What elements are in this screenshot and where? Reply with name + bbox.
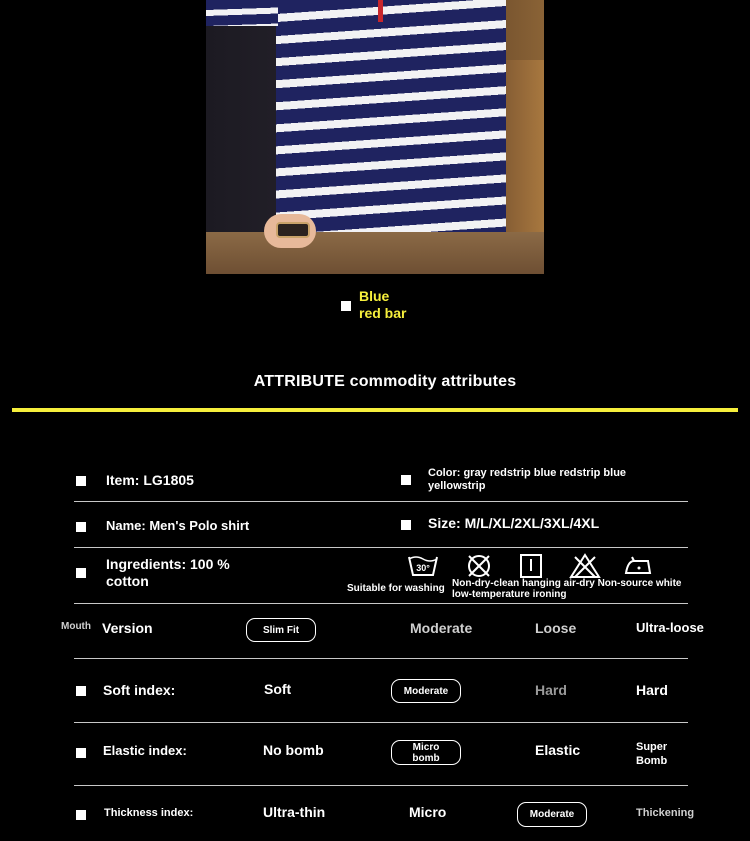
version-option[interactable]: Moderate [410, 620, 473, 636]
watch-illustration [276, 222, 310, 238]
divider [74, 658, 688, 659]
soft-bullet [76, 686, 86, 696]
washing-label: Suitable for washing [347, 583, 445, 594]
low-iron-icon [622, 553, 654, 579]
version-option[interactable]: Loose [535, 620, 577, 636]
version-option-selected[interactable]: Slim Fit [246, 618, 316, 642]
thickness-index-label: Thickness index: [104, 807, 194, 819]
elastic-option-selected[interactable]: Micro bomb [391, 740, 461, 765]
thickness-option[interactable]: Thickening [636, 807, 695, 819]
soft-index-label: Soft index: [103, 682, 176, 698]
divider [74, 603, 688, 604]
divider [74, 547, 688, 548]
item-code: Item: LG1805 [106, 472, 194, 488]
section-heading: ATTRIBUTE commodity attributes [253, 373, 517, 390]
divider [74, 722, 688, 723]
sleeve-illustration [206, 0, 278, 26]
heading-divider [12, 408, 738, 412]
size-attribute: Size: M/L/XL/2XL/3XL/4XL [428, 515, 600, 531]
version-option[interactable]: Ultra-loose [636, 620, 704, 635]
soft-option[interactable]: Soft [264, 681, 292, 697]
elastic-option[interactable]: No bomb [263, 742, 324, 758]
soft-option[interactable]: Hard [636, 682, 668, 698]
color-option-line1: Blue [359, 288, 390, 304]
placket-illustration [378, 0, 383, 22]
elastic-index-label: Elastic index: [103, 743, 187, 758]
ingredients-attribute: Ingredients: 100 % cotton [106, 556, 230, 589]
size-bullet [401, 520, 411, 530]
thickness-option[interactable]: Micro [409, 804, 447, 820]
elastic-option[interactable]: Elastic [535, 742, 581, 758]
no-bleach-icon [569, 553, 601, 579]
product-name: Name: Men's Polo shirt [106, 518, 250, 533]
version-label: Version [102, 620, 153, 636]
color-swatch-checkbox[interactable] [341, 301, 351, 311]
divider [74, 501, 688, 502]
ingredients-bullet [76, 568, 86, 578]
no-dry-clean-icon [463, 553, 495, 579]
name-bullet [76, 522, 86, 532]
wash-temperature: 30° [416, 563, 430, 573]
thickness-bullet [76, 810, 86, 820]
item-bullet [76, 476, 86, 486]
elastic-bullet [76, 748, 86, 758]
version-prefix: Mouth [61, 621, 91, 632]
table-illustration [206, 232, 544, 274]
color-option-label [359, 288, 406, 322]
hang-dry-icon [515, 553, 547, 579]
care-label: Non-dry-clean hanging air-dry Non-source white low-temperature ironing [452, 578, 682, 600]
wash-30-icon [407, 553, 439, 579]
product-image [206, 0, 544, 274]
thickness-option[interactable]: Ultra-thin [263, 804, 326, 820]
color-attribute: Color: gray redstrip blue redstrip blue yellowstrip [428, 467, 627, 492]
color-bullet [401, 475, 411, 485]
divider [74, 785, 688, 786]
elastic-option[interactable]: Super Bomb [636, 741, 668, 767]
shirt-illustration [276, 0, 506, 250]
soft-option-selected[interactable]: Moderate [391, 679, 461, 703]
color-option-line2: red bar [359, 305, 407, 321]
soft-option[interactable]: Hard [535, 682, 567, 698]
thickness-option-selected[interactable]: Moderate [517, 802, 587, 827]
